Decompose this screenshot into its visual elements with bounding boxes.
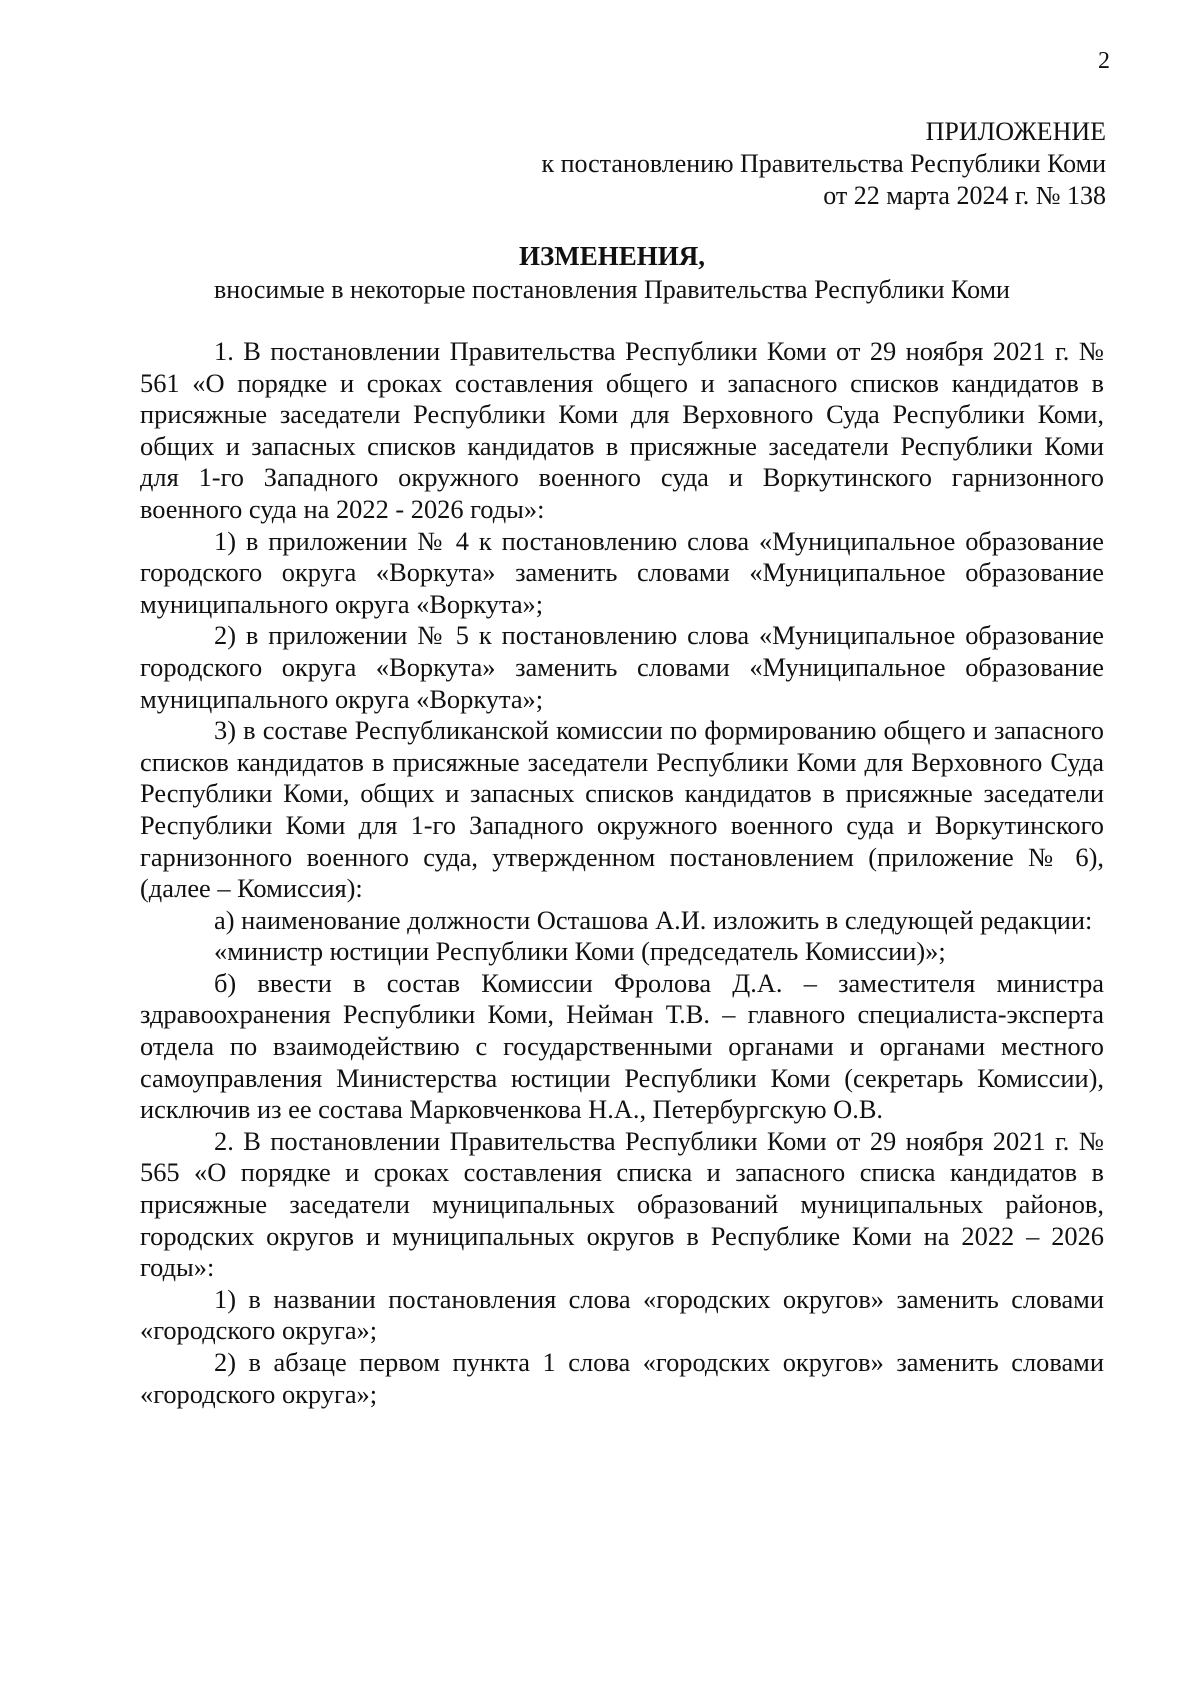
paragraph-1: 1. В постановлении Правительства Республики Коми от 29 ноября 2021 г. № 561 «О порядке и сроках составления общего и запасного списков кандидатов в присяжные заседатели Республики Коми для Верховного Суда Республики Коми, общих и запасных списков кандидатов в присяжные заседатели Республики Коми для 1-го Западного окружного военного суда и Воркутинского гарнизонного военного суда на 2022 - 2026 годы»:: [140, 336, 1104, 524]
document-subtitle: вносимые в некоторые постановления Правительства Республики Коми: [214, 275, 1010, 304]
paragraph-2-item-2: 2) в абзаце первом пункта 1 слова «городских округов» заменить словами «городского округа»;: [140, 1347, 1104, 1409]
page-number: 2: [1098, 48, 1110, 74]
paragraph-1-item-2: 2) в приложении № 5 к постановлению слова «Муниципальное образование городского округа «Воркута» заменить словами «Муниципальное образование муниципального округа «Воркута»;: [140, 620, 1104, 714]
appendix-header: [541, 116, 1106, 212]
appendix-date-number: от 22 марта 2024 г. № 138: [823, 181, 1106, 210]
document-body: [140, 336, 1104, 1410]
paragraph-1-item-3b: б) ввести в состав Комиссии Фролова Д.А. – заместителя министра здравоохранения Республики Коми, Нейман Т.В. – главного специалиста-эксперта отдела по взаимодействию с государственными органами и органами местного самоуправления Министерства юстиции Республики Коми (секретарь Комиссии), исключив из ее состава Марковченкова Н.А., Петербургскую О.В.: [140, 967, 1104, 1125]
paragraph-1-item-3: 3) в составе Республиканской комиссии по формированию общего и запасного списков кандидатов в присяжные заседатели Республики Коми для Верховного Суда Республики Коми, общих и запасных списков кандидатов в присяжные заседатели Республики Коми для 1-го Западного окружного военного суда и Воркутинского гарнизонного военного суда, утвержденном постановлением (приложение № 6), (далее – Комиссия):: [140, 715, 1104, 904]
paragraph-2-item-1: 1) в названии постановления слова «городских округов» заменить словами «городского округа»;: [140, 1283, 1104, 1346]
paragraph-1-item-1: 1) в приложении № 4 к постановлению слова «Муниципальное образование городского округа «Воркута» заменить словами «Муниципальное образование муниципального округа «Воркута»;: [140, 525, 1104, 619]
appendix-label: ПРИЛОЖЕНИЕ: [925, 117, 1106, 146]
paragraph-1-item-3a-quote: «министр юстиции Республики Коми (председатель Комиссии)»;: [214, 936, 946, 967]
document-title: ИЗМЕНЕНИЯ,: [518, 241, 705, 271]
appendix-reference: к постановлению Правительства Республики Коми: [541, 149, 1106, 178]
paragraph-2: 2. В постановлении Правительства Республики Коми от 29 ноября 2021 г. № 565 «О порядке и сроках составления списка и запасного списка кандидатов в присяжные заседатели муниципальных образований муниципальных районов, городских округов и муниципальных округов в Республике Коми на 2022 – 2026 годы»:: [140, 1125, 1104, 1283]
paragraph-1-item-3a: а) наименование должности Осташова А.И. изложить в следующей редакции:: [214, 904, 1093, 935]
